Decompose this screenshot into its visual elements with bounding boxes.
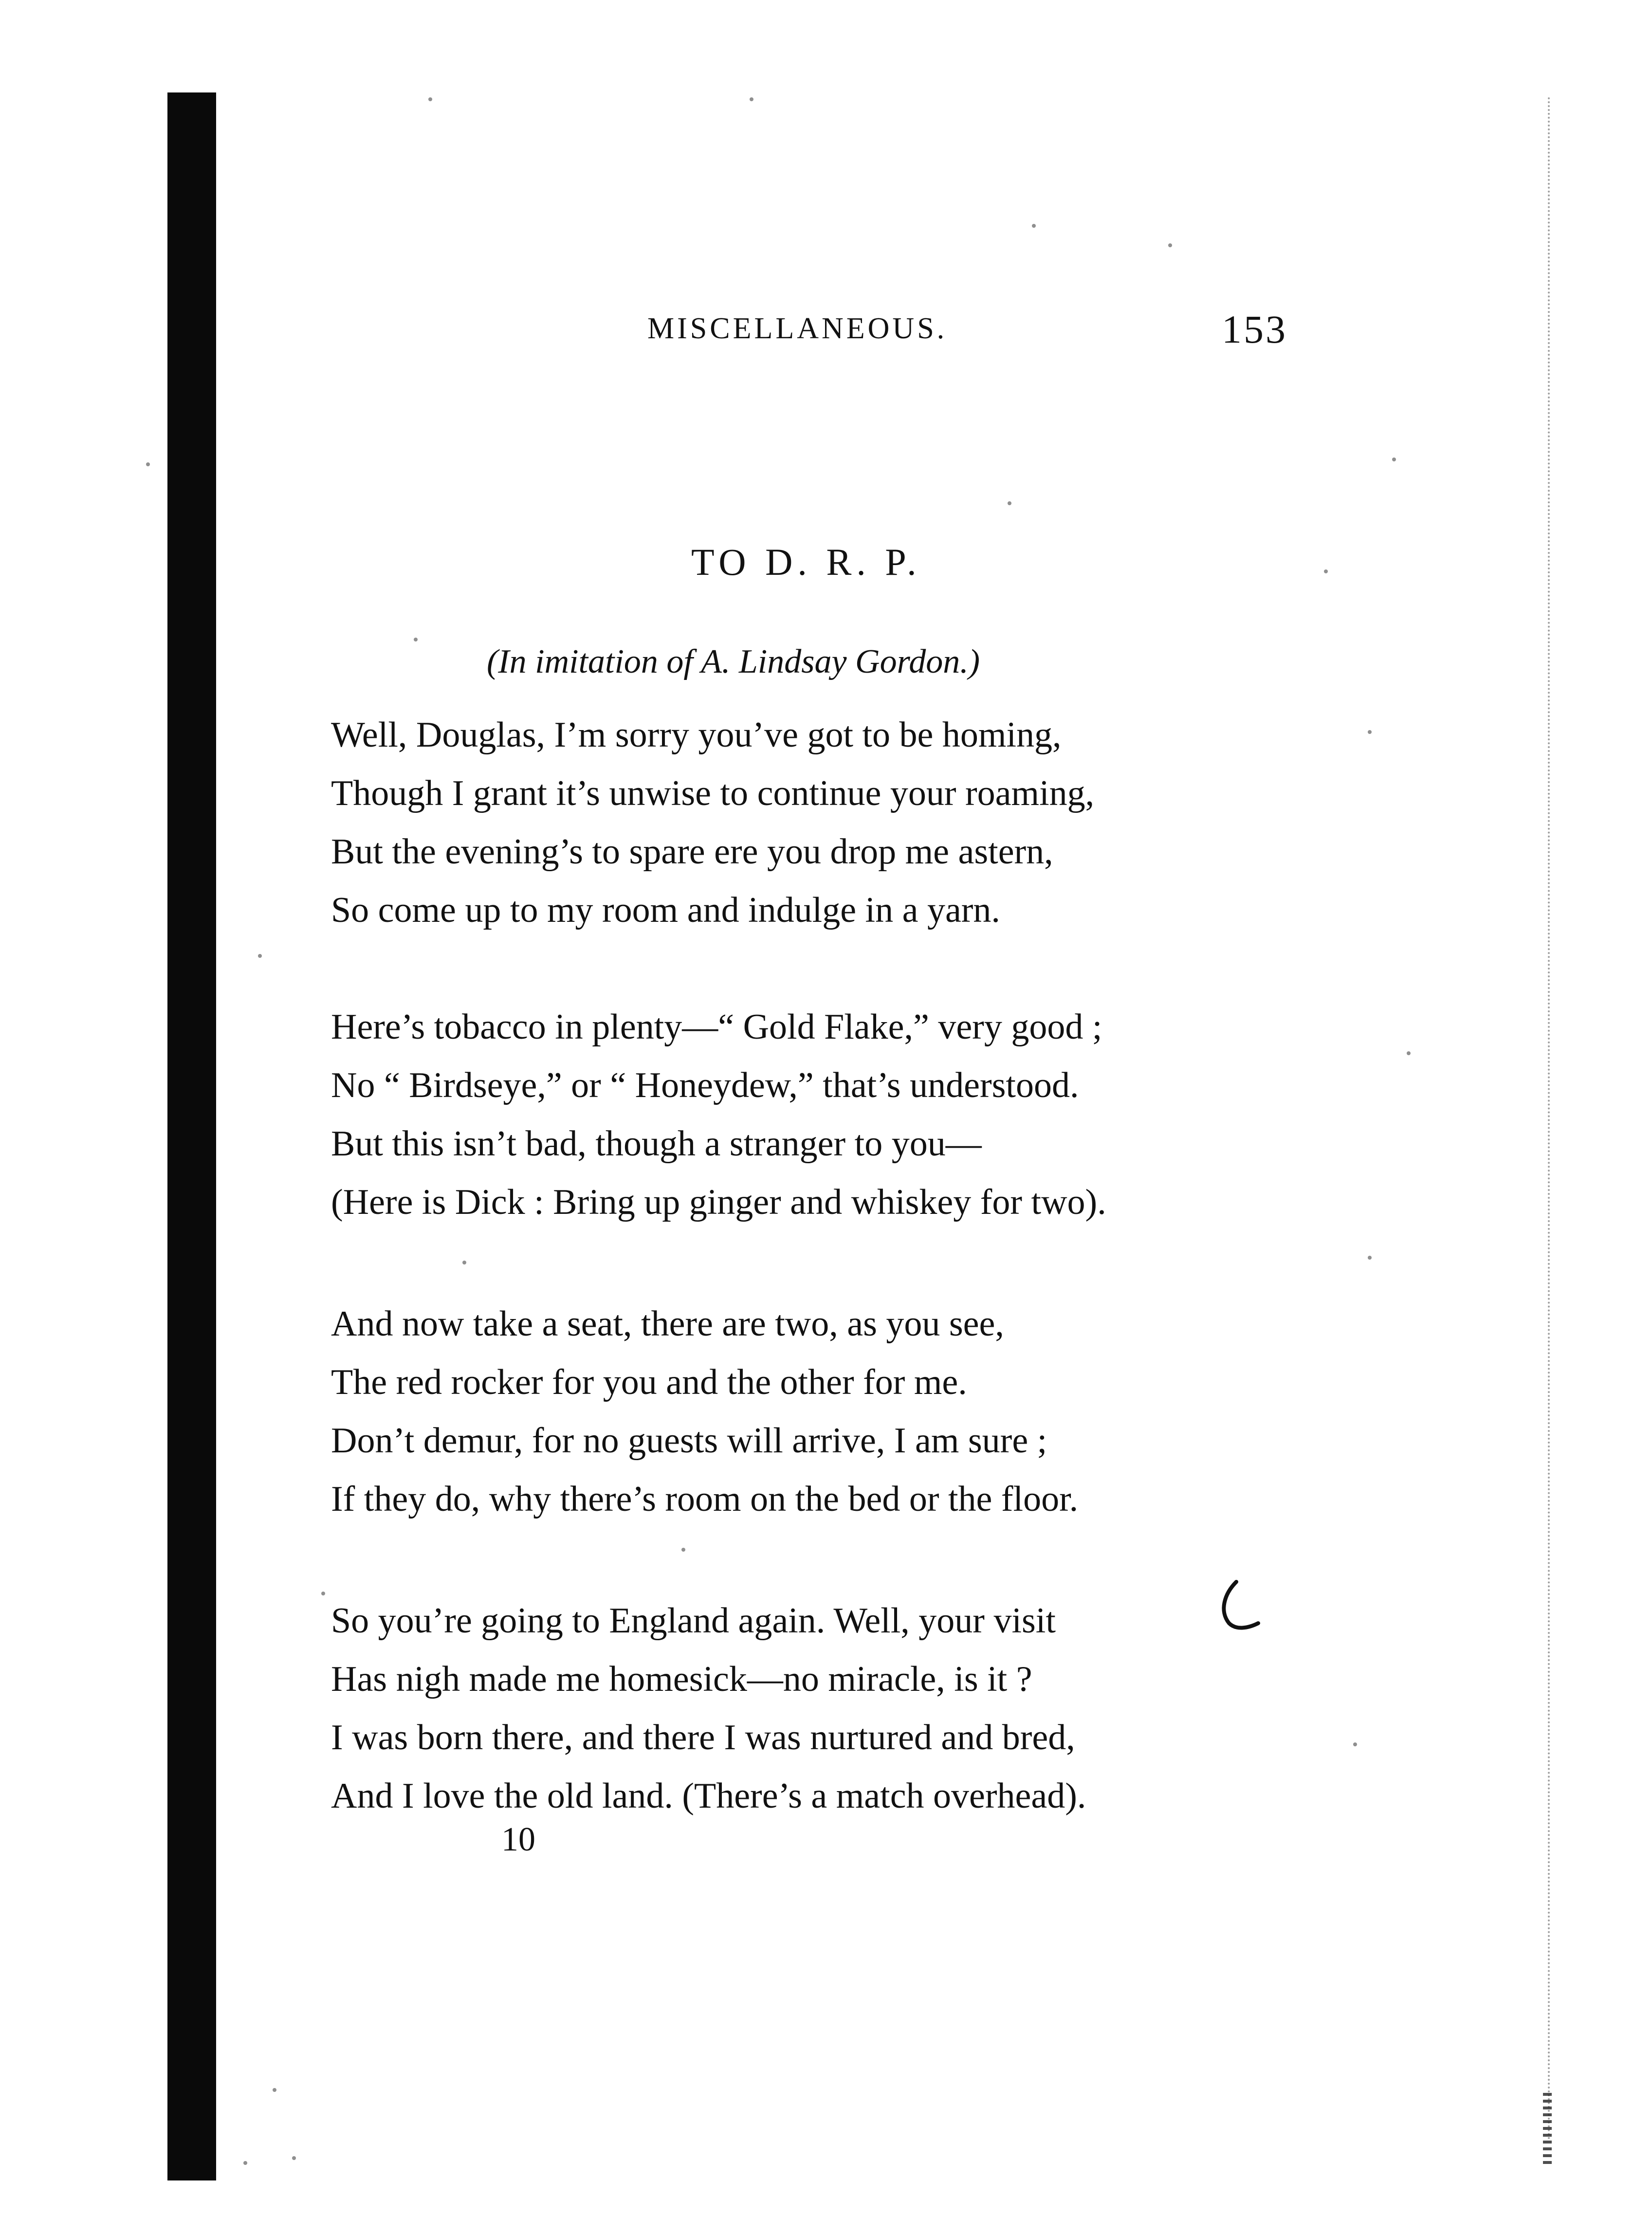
page-number: 153	[1222, 307, 1287, 351]
poem-line: No “ Birdseye,” or “ Honeydew,” that’s understood.	[331, 1065, 1079, 1105]
poem-line: Well, Douglas, I’m sorry you’ve got to be homing,	[331, 715, 1062, 755]
scan-speck	[273, 2088, 276, 2092]
scan-speck	[1407, 1051, 1411, 1055]
scan-speck	[462, 1261, 466, 1264]
running-head	[647, 307, 1329, 355]
poem-line: So come up to my room and indulge in a yarn.	[331, 890, 1000, 930]
poem-line: (Here is Dick : Bring up ginger and whiskey for two).	[331, 1182, 1106, 1222]
poem-title: TO D. R. P.	[691, 541, 921, 583]
running-title: MISCELLANEOUS.	[647, 312, 948, 345]
page-edge	[1548, 97, 1552, 2142]
scan-speck	[321, 1592, 325, 1595]
poem-line: If they do, why there’s room on the bed or the floor.	[331, 1479, 1079, 1519]
poem-line: Has nigh made me homesick—no miracle, is it ?	[331, 1659, 1032, 1699]
scan-speck	[1008, 501, 1011, 505]
poem-line: The red rocker for you and the other for me.	[331, 1362, 967, 1402]
poem-line: Don’t demur, for no guests will arrive, I am sure ;	[331, 1421, 1047, 1461]
scan-speck	[146, 462, 150, 466]
handwritten-correction-mark	[1202, 1577, 1261, 1635]
poem-line: And I love the old land. (There’s a match overhead).	[331, 1776, 1086, 1816]
scan-speck	[1168, 243, 1172, 247]
binding-shadow	[167, 92, 216, 2180]
page-edge-bottom	[1543, 2093, 1552, 2166]
scan-speck	[681, 1548, 685, 1552]
scan-speck	[1032, 224, 1036, 228]
scan-speck	[243, 2161, 247, 2165]
poem-line: So you’re going to England again. Well, your visit	[331, 1601, 1056, 1641]
poem-line: But the evening’s to spare ere you drop me astern,	[331, 832, 1053, 872]
stanza-4	[331, 1592, 1353, 1825]
signature-mark: 10	[501, 1821, 535, 1858]
stanza-2	[331, 998, 1353, 1231]
poem-line: But this isn’t bad, though a stranger to you—	[331, 1124, 982, 1164]
poem-subtitle: (In imitation of A. Lindsay Gordon.)	[487, 643, 980, 680]
scan-speck	[1368, 730, 1372, 734]
poem-line: I was born there, and there I was nurtured and bred,	[331, 1718, 1075, 1758]
stanza-3	[331, 1295, 1353, 1528]
scan-speck	[414, 638, 418, 641]
stanza-1	[331, 706, 1353, 939]
poem-line: Though I grant it’s unwise to continue your roaming,	[331, 773, 1095, 813]
scan-speck	[428, 97, 432, 101]
poem-line: And now take a seat, there are two, as you see,	[331, 1304, 1004, 1344]
scan-speck	[292, 2156, 296, 2160]
poem-line: Here’s tobacco in plenty—“ Gold Flake,” very good ;	[331, 1007, 1102, 1047]
scan-speck	[1353, 1742, 1357, 1746]
scan-speck	[1392, 458, 1396, 461]
scan-speck	[1368, 1256, 1372, 1260]
scan-speck	[1324, 569, 1328, 573]
scan-speck	[750, 97, 753, 101]
scan-speck	[258, 954, 262, 958]
